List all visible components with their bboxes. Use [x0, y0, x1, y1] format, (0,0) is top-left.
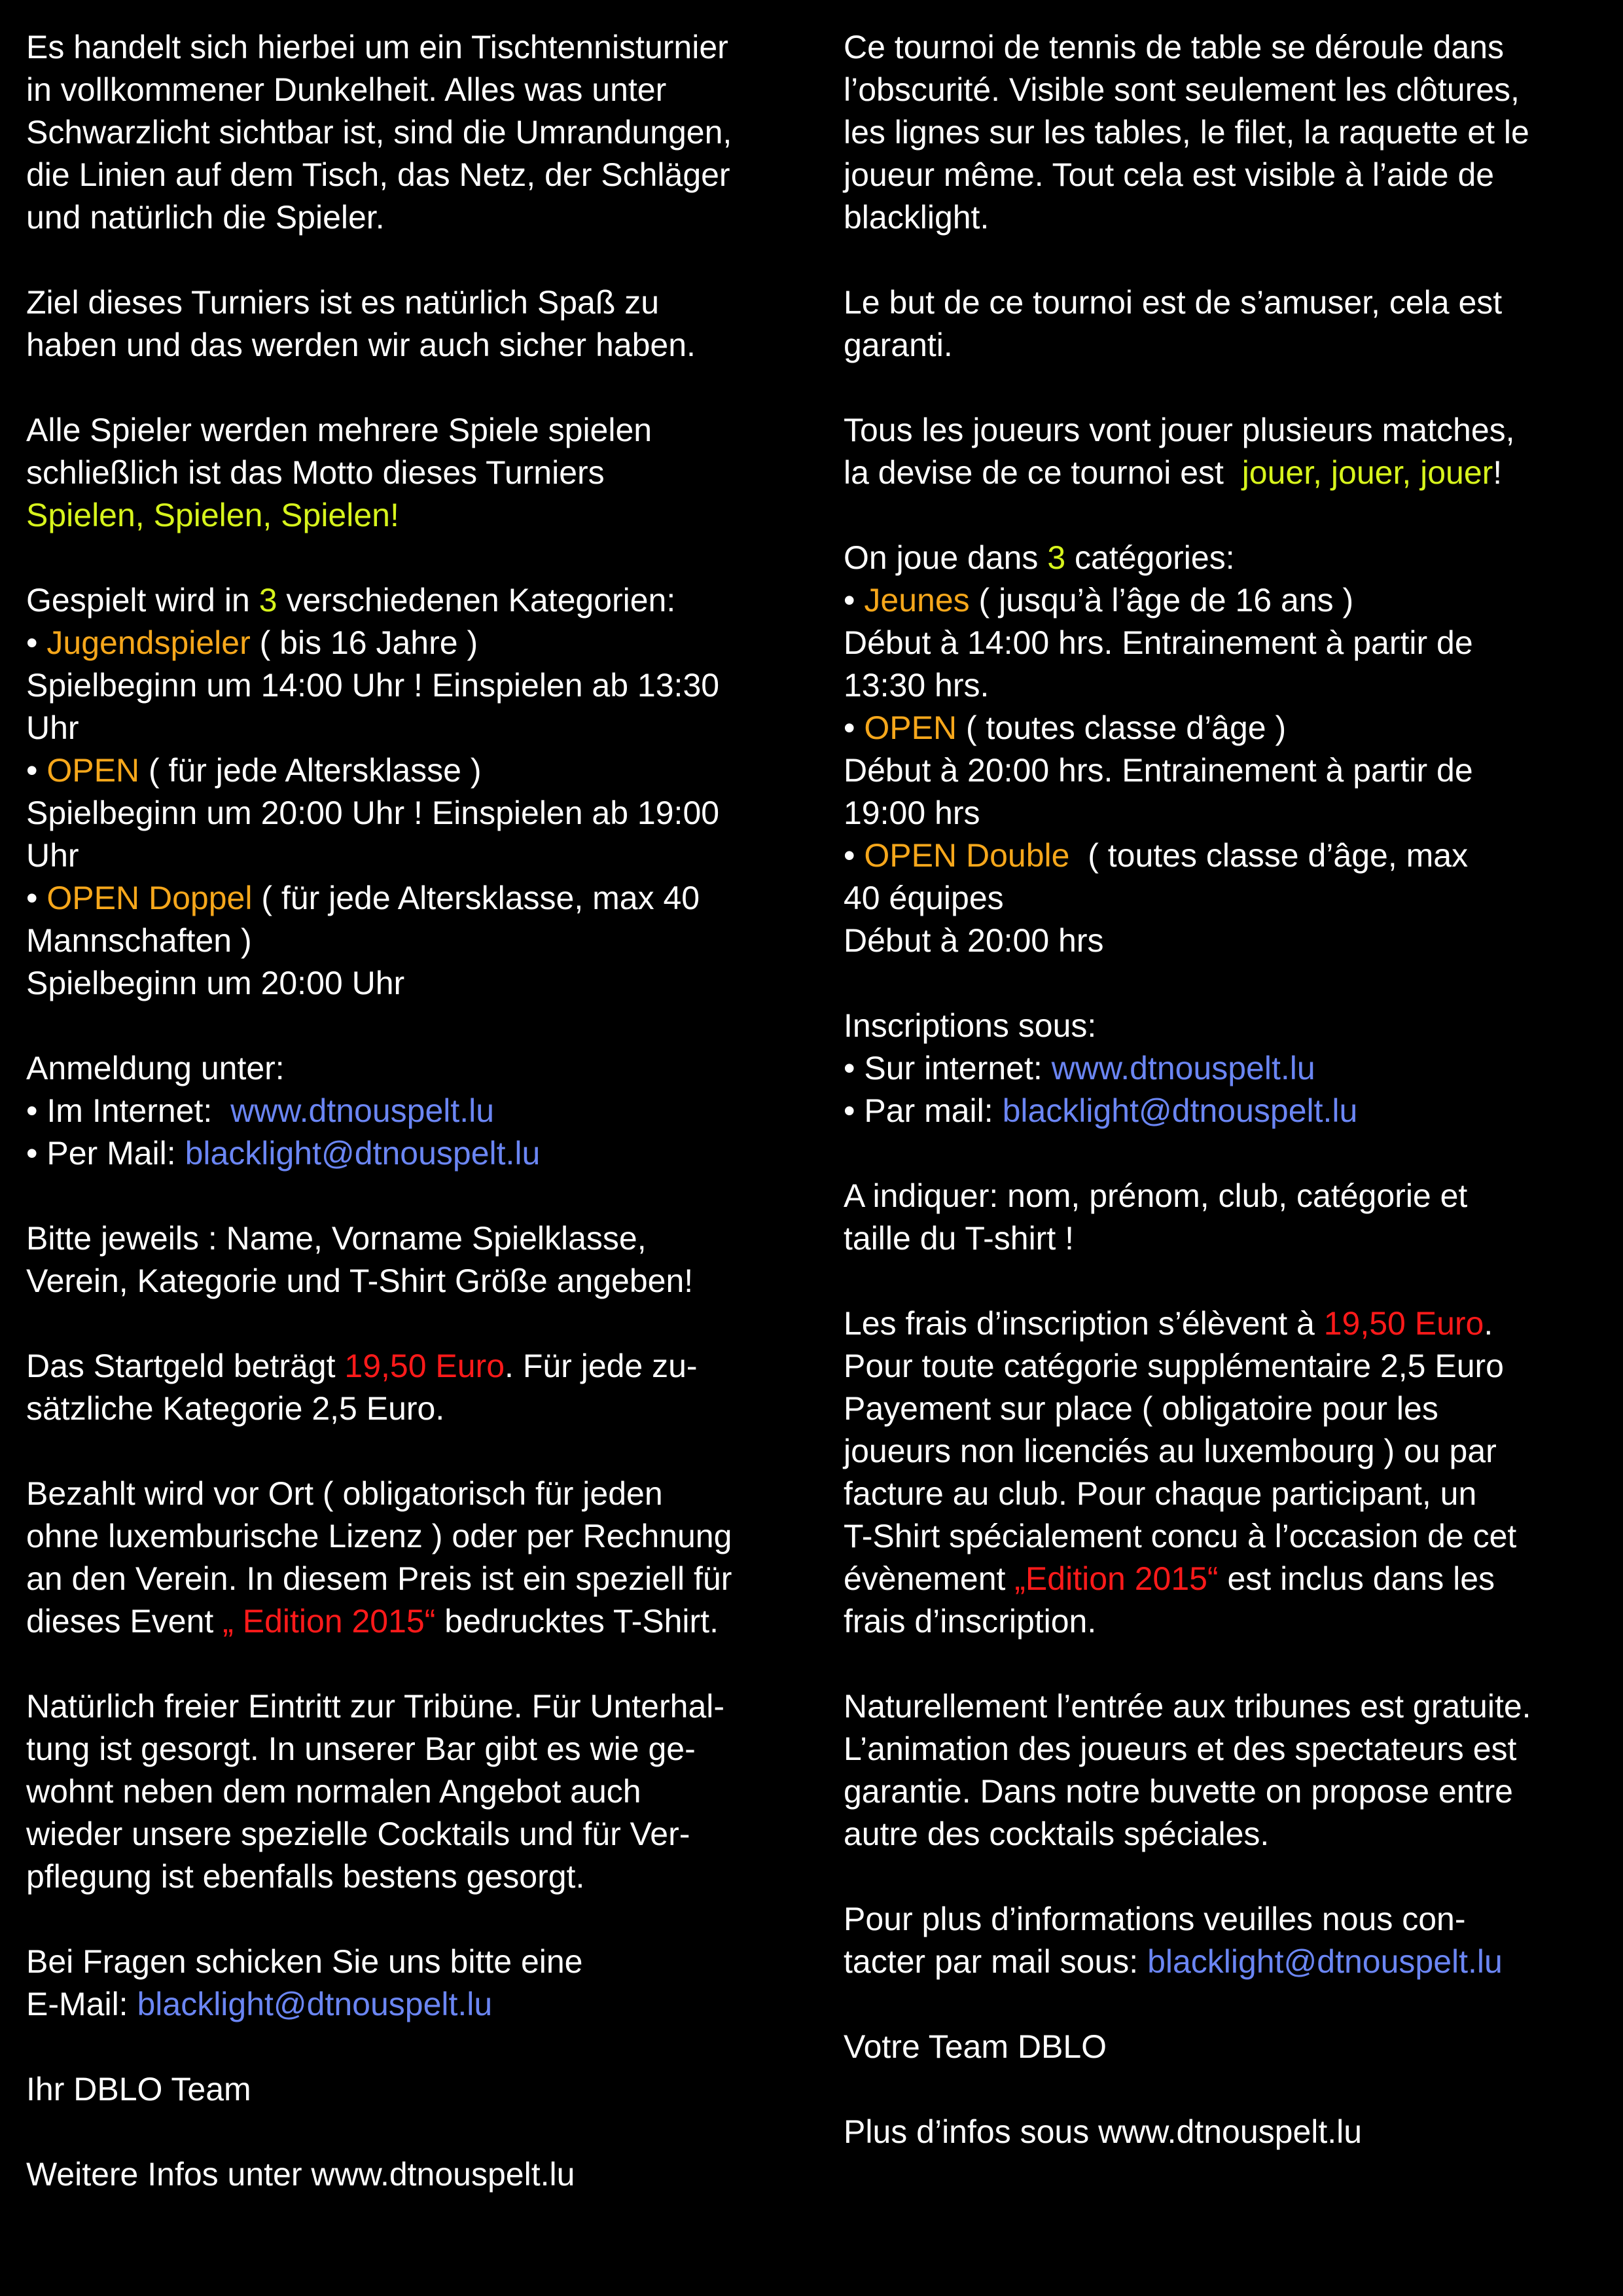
spacer	[26, 1898, 818, 1941]
spacer	[844, 239, 1616, 281]
questions-line	[844, 1941, 1616, 1983]
fee-line	[844, 1302, 1616, 1345]
spacer	[26, 2026, 818, 2068]
payment-line: frais d’inscription.	[844, 1603, 1097, 1640]
categories-heading-post: catégories:	[1065, 539, 1235, 576]
registration-mail-label: • Per Mail:	[26, 1135, 185, 1172]
info-request-line: Verein, Kategorie und T-Shirt Größe angeben!	[26, 1263, 694, 1299]
payment-line: an den Verein. In diesem Preis ist ein speziell für	[26, 1560, 732, 1597]
website-link[interactable]: www.dtnouspelt.lu	[230, 1092, 495, 1129]
payment-line: joueurs non licenciés au luxembourg ) ou par	[844, 1433, 1497, 1469]
signoff: Ihr DBLO Team	[26, 2071, 251, 2108]
spacer	[844, 494, 1616, 537]
spacer	[26, 1430, 818, 1473]
registration-web-label: • Sur internet:	[844, 1050, 1052, 1086]
spacer	[844, 2068, 1616, 2111]
spacer	[844, 1856, 1616, 1898]
intro-line: l’obscurité. Visible sont seulement les clôtures,	[844, 71, 1520, 108]
registration-web	[844, 1047, 1616, 1090]
entry-line: pflegung ist ebenfalls bestens gesorgt.	[26, 1858, 585, 1895]
spacer	[26, 1643, 818, 1685]
bullet: •	[844, 837, 865, 874]
intro-line: die Linien auf dem Tisch, das Netz, der Schläger	[26, 156, 730, 193]
intro-line: joueur même. Tout cela est visible à l’aide de	[844, 156, 1495, 193]
category-count: 3	[259, 582, 277, 619]
fee-amount: 19,50 Euro	[344, 1348, 505, 1384]
games-paragraph	[844, 409, 1616, 494]
registration-web	[26, 1090, 818, 1132]
category-item-doubles	[26, 877, 818, 920]
fee-pre: Les frais d’inscription s’élèvent à	[844, 1305, 1324, 1342]
fee-line	[26, 1345, 818, 1388]
info-request-line: taille du T-shirt !	[844, 1220, 1075, 1257]
category-time: Début à 14:00 hrs. Entrainement à partir de	[844, 624, 1473, 661]
questions-paragraph	[844, 1898, 1616, 1983]
category-time: Début à 20:00 hrs	[844, 922, 1104, 959]
registration-mail	[26, 1132, 818, 1175]
spacer	[26, 1302, 818, 1345]
category-detail: ( jusqu’à l’âge de 16 ans )	[969, 582, 1354, 619]
signoff: Votre Team DBLO	[844, 2028, 1107, 2065]
info-request-paragraph	[844, 1175, 1616, 1260]
fee-pre: Das Startgeld beträgt	[26, 1348, 345, 1384]
category-detail: 40 équipes	[844, 880, 1004, 916]
spacer	[844, 1132, 1616, 1175]
german-column	[26, 26, 818, 2196]
payment-line: Pour toute catégorie supplémentaire 2,5 Euro	[844, 1348, 1504, 1384]
category-count: 3	[1047, 539, 1066, 576]
category-item-open	[26, 749, 818, 792]
spacer	[844, 1983, 1616, 2026]
registration-heading: Inscriptions sous:	[844, 1007, 1097, 1044]
intro-paragraph	[844, 26, 1616, 239]
goal-line: Le but de ce tournoi est de s’amuser, cela est	[844, 284, 1503, 321]
entry-line: tung ist gesorgt. In unserer Bar gibt es wie ge-	[26, 1731, 696, 1767]
intro-line: les lignes sur les tables, le filet, la raquette et le	[844, 114, 1529, 151]
intro-line: Schwarzlicht sichtbar ist, sind die Umrandungen,	[26, 114, 732, 151]
spacer	[844, 962, 1616, 1005]
fee-post: . Für jede zu-	[505, 1348, 698, 1384]
category-name: OPEN Doppel	[46, 880, 253, 916]
questions-line: Bei Fragen schicken Sie uns bitte eine	[26, 1943, 583, 1980]
category-detail: ( toutes classe d’âge, max	[1069, 837, 1469, 874]
category-name: OPEN	[46, 752, 140, 789]
edition-label: „Edition 2015“	[1014, 1560, 1219, 1597]
spacer	[844, 1643, 1616, 1685]
categories-heading-post: verschiedenen Kategorien:	[277, 582, 676, 619]
category-name: OPEN	[864, 709, 957, 746]
goal-line: haben und das werden wir auch sicher haben.	[26, 327, 696, 363]
categories-section	[26, 579, 818, 1005]
entry-line: L’animation des joueurs et des spectateurs est	[844, 1731, 1517, 1767]
games-line: Tous les joueurs vont jouer plusieurs matches,	[844, 412, 1515, 448]
spacer	[26, 537, 818, 579]
intro-line: blacklight.	[844, 199, 990, 236]
payment-pre: évènement	[844, 1560, 1015, 1597]
categories-heading-pre: On joue dans	[844, 539, 1048, 576]
email-link[interactable]: blacklight@dtnouspelt.lu	[1002, 1092, 1358, 1129]
payment-line: Bezahlt wird vor Ort ( obligatorisch für jeden	[26, 1475, 663, 1512]
entry-line: wohnt neben dem normalen Angebot auch	[26, 1773, 641, 1810]
bullet: •	[26, 624, 47, 661]
payment-line	[26, 1600, 818, 1643]
registration-mail	[844, 1090, 1616, 1132]
payment-line: T-Shirt spécialement concu à l’occasion de cet	[844, 1518, 1517, 1554]
intro-line: Es handelt sich hierbei um ein Tischtennisturnier	[26, 29, 728, 65]
registration-web-label: • Im Internet:	[26, 1092, 231, 1129]
questions-line: Pour plus d’informations veuilles nous con-	[844, 1901, 1466, 1937]
bullet: •	[844, 709, 865, 746]
fee-paragraph	[26, 1345, 818, 1430]
category-detail: ( toutes classe d’âge )	[957, 709, 1287, 746]
entry-line: Natürlich freier Eintritt zur Tribüne. Für Unterhal-	[26, 1688, 725, 1725]
games-pre: la devise de ce tournoi est	[844, 454, 1242, 491]
categories-heading	[844, 537, 1616, 579]
questions-paragraph	[26, 1941, 818, 2026]
info-request-paragraph	[26, 1217, 818, 1302]
entry-line: autre des cocktails spéciales.	[844, 1816, 1270, 1852]
payment-paragraph	[26, 1473, 818, 1643]
email-link[interactable]: blacklight@dtnouspelt.lu	[1147, 1943, 1503, 1980]
motto-text: Spielen, Spielen, Spielen!	[26, 497, 399, 533]
category-time: Début à 20:00 hrs. Entrainement à partir de	[844, 752, 1473, 789]
categories-heading-pre: Gespielt wird in	[26, 582, 259, 619]
email-link[interactable]: blacklight@dtnouspelt.lu	[185, 1135, 541, 1172]
category-name: OPEN Double	[864, 837, 1070, 874]
spacer	[844, 367, 1616, 409]
goal-paragraph	[26, 281, 818, 367]
intro-paragraph	[26, 26, 818, 239]
intro-line: in vollkommener Dunkelheit. Alles was unter	[26, 71, 667, 108]
registration-mail-label: • Par mail:	[844, 1092, 1003, 1129]
goal-line: Ziel dieses Turniers ist es natürlich Spaß zu	[26, 284, 660, 321]
entry-line: garantie. Dans notre buvette on propose entre	[844, 1773, 1513, 1810]
category-time: 13:30 hrs.	[844, 667, 990, 704]
payment-pre: dieses Event	[26, 1603, 223, 1640]
fee-post: .	[1484, 1305, 1493, 1342]
spacer	[26, 1005, 818, 1047]
payment-line: Payement sur place ( obligatoire pour les	[844, 1390, 1438, 1427]
category-detail: ( für jede Altersklasse, max 40	[252, 880, 700, 916]
registration-section	[26, 1047, 818, 1175]
intro-line: Ce tournoi de tennis de table se déroule dans	[844, 29, 1505, 65]
questions-line	[26, 1983, 818, 2026]
motto-post: !	[1493, 454, 1503, 491]
category-name: Jugendspieler	[46, 624, 251, 661]
info-request-line: A indiquer: nom, prénom, club, catégorie et	[844, 1177, 1468, 1214]
registration-section	[844, 1005, 1616, 1132]
games-line: schließlich ist das Motto dieses Turniers	[26, 454, 605, 491]
questions-pre: E-Mail:	[26, 1986, 137, 2022]
category-name: Jeunes	[864, 582, 970, 619]
category-item-doubles	[844, 834, 1616, 877]
payment-post: bedrucktes T-Shirt.	[435, 1603, 719, 1640]
payment-line: facture au club. Pour chaque participant, un	[844, 1475, 1477, 1512]
spacer	[26, 1175, 818, 1217]
payment-post: est inclus dans les	[1218, 1560, 1495, 1597]
entry-line: Naturellement l’entrée aux tribunes est gratuite.	[844, 1688, 1531, 1725]
intro-line: und natürlich die Spieler.	[26, 199, 385, 236]
payment-line: ohne luxemburische Lizenz ) oder per Rechnung	[26, 1518, 732, 1554]
goal-paragraph	[844, 281, 1616, 367]
questions-pre: tacter par mail sous:	[844, 1943, 1148, 1980]
website-link[interactable]: www.dtnouspelt.lu	[1051, 1050, 1315, 1086]
games-line: Alle Spieler werden mehrere Spiele spielen	[26, 412, 652, 448]
spacer	[844, 1260, 1616, 1302]
category-time: Uhr	[26, 709, 79, 746]
category-item-open	[844, 707, 1616, 749]
spacer	[26, 367, 818, 409]
registration-heading: Anmeldung unter:	[26, 1050, 285, 1086]
edition-label: „ Edition 2015“	[223, 1603, 436, 1640]
spacer	[26, 239, 818, 281]
info-request-line: Bitte jeweils : Name, Vorname Spielklasse,	[26, 1220, 647, 1257]
category-detail: ( für jede Altersklasse )	[139, 752, 482, 789]
goal-line: garanti.	[844, 327, 953, 363]
category-time: Spielbeginn um 20:00 Uhr	[26, 965, 405, 1001]
bullet: •	[26, 752, 47, 789]
spacer	[26, 2111, 818, 2153]
category-detail: Mannschaften )	[26, 922, 252, 959]
category-time: 19:00 hrs	[844, 795, 980, 831]
category-item-youth	[26, 622, 818, 664]
fee-paragraph	[844, 1302, 1616, 1643]
category-detail: ( bis 16 Jahre )	[250, 624, 478, 661]
bullet: •	[844, 582, 865, 619]
category-time: Spielbeginn um 14:00 Uhr ! Einspielen ab 13:30	[26, 667, 720, 704]
bullet: •	[26, 880, 47, 916]
games-paragraph	[26, 409, 818, 537]
more-info: Plus d’infos sous www.dtnouspelt.lu	[844, 2113, 1363, 2150]
fee-line: sätzliche Kategorie 2,5 Euro.	[26, 1390, 445, 1427]
category-time: Uhr	[26, 837, 79, 874]
entry-paragraph	[844, 1685, 1616, 1856]
motto-text: jouer, jouer, jouer	[1241, 454, 1493, 491]
entry-paragraph	[26, 1685, 818, 1898]
payment-line	[844, 1558, 1616, 1600]
category-item-youth	[844, 579, 1616, 622]
categories-section	[844, 537, 1616, 962]
category-time: Spielbeginn um 20:00 Uhr ! Einspielen ab 19:00	[26, 795, 720, 831]
entry-line: wieder unsere spezielle Cocktails und für Ver-	[26, 1816, 690, 1852]
categories-heading	[26, 579, 818, 622]
games-line	[844, 452, 1616, 494]
fee-amount: 19,50 Euro	[1323, 1305, 1484, 1342]
french-column	[844, 26, 1616, 2153]
email-link[interactable]: blacklight@dtnouspelt.lu	[137, 1986, 493, 2022]
more-info: Weitere Infos unter www.dtnouspelt.lu	[26, 2156, 575, 2193]
